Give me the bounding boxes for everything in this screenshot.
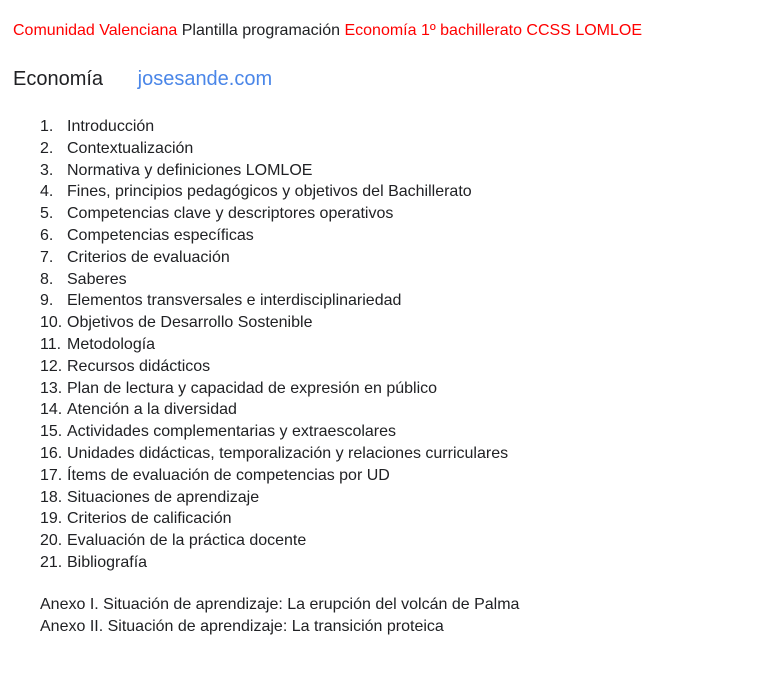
- toc-item: [40, 181, 508, 203]
- toc-item-number: 5.: [40, 205, 54, 223]
- toc-item-label: Criterios de evaluación: [67, 248, 230, 266]
- title-row: [13, 66, 272, 92]
- annex-list: [40, 594, 519, 638]
- toc-item: [40, 421, 508, 443]
- toc-item-label: Plan de lectura y capacidad de expresión en público: [67, 379, 438, 397]
- toc-item-number: 14.: [40, 401, 63, 419]
- toc-item-label: Recursos didácticos: [67, 357, 211, 375]
- toc-item-number: 10.: [40, 314, 63, 332]
- toc-item: [40, 443, 508, 465]
- toc-item-number: 15.: [40, 423, 63, 441]
- toc-item-label: Actividades complementarias y extraescolares: [67, 423, 397, 441]
- site-link[interactable]: josesande.com: [137, 68, 273, 90]
- toc-item-number: 2.: [40, 139, 54, 157]
- annex-item: Anexo I. Situación de aprendizaje: La erupción del volcán de Palma: [40, 596, 520, 613]
- toc-item-label: Contextualización: [67, 139, 194, 157]
- toc-item: [40, 530, 508, 552]
- toc-item-number: 17.: [40, 466, 63, 484]
- toc-item-label: Competencias clave y descriptores operativos: [67, 205, 394, 223]
- toc-item-number: 8.: [40, 270, 54, 288]
- header-region: Comunidad Valenciana: [13, 22, 178, 39]
- toc-item: [40, 378, 508, 400]
- toc-item-label: Elementos transversales e interdisciplinariedad: [67, 292, 402, 310]
- toc-item: [40, 487, 508, 509]
- toc-item: [40, 356, 508, 378]
- toc-item: [40, 290, 508, 312]
- toc-item-number: 1.: [40, 118, 54, 135]
- toc-item-label: Bibliografía: [67, 553, 148, 571]
- header-course: Economía 1º bachillerato CCSS LOMLOE: [344, 22, 643, 39]
- toc-item-number: 3.: [40, 161, 54, 179]
- table-of-contents: [40, 116, 508, 574]
- toc-item: [40, 269, 508, 291]
- document-header: [13, 21, 642, 41]
- toc-item-label: Situaciones de aprendizaje: [67, 488, 260, 506]
- header-template: Plantilla programación: [181, 22, 341, 39]
- toc-item-number: 12.: [40, 357, 63, 375]
- toc-item: [40, 203, 508, 225]
- toc-item-label: Metodología: [67, 335, 156, 353]
- toc-item-number: 4.: [40, 183, 54, 201]
- toc-item: [40, 552, 508, 574]
- toc-item-label: Saberes: [67, 270, 127, 288]
- toc-item: [40, 138, 508, 160]
- toc-item-number: 11.: [40, 335, 62, 353]
- toc-item: [40, 399, 508, 421]
- toc-item: [40, 334, 508, 356]
- toc-item: [40, 508, 508, 530]
- toc-item-label: Evaluación de la práctica docente: [67, 532, 307, 550]
- toc-item-number: 9.: [40, 292, 54, 310]
- subject-title: Economía: [13, 68, 104, 90]
- toc-item-number: 20.: [40, 532, 63, 550]
- toc-item: [40, 116, 508, 138]
- toc-item-label: Normativa y definiciones LOMLOE: [67, 161, 313, 179]
- toc-item-number: 16.: [40, 444, 63, 462]
- toc-item-label: Competencias específicas: [67, 226, 254, 244]
- toc-item-number: 13.: [40, 379, 63, 397]
- toc-item: [40, 312, 508, 334]
- toc-item: [40, 465, 508, 487]
- toc-item-number: 18.: [40, 488, 63, 506]
- toc-item: [40, 160, 508, 182]
- toc-item-number: 21.: [40, 553, 63, 571]
- toc-item-label: Objetivos de Desarrollo Sostenible: [67, 314, 313, 332]
- toc-item-label: Fines, principios pedagógicos y objetivos del Bachillerato: [67, 183, 472, 201]
- toc-item-number: 6.: [40, 226, 54, 244]
- toc-item-label: Ítems de evaluación de competencias por UD: [67, 466, 390, 484]
- toc-item-label: Unidades didácticas, temporalización y relaciones curriculares: [67, 444, 509, 462]
- toc-item: [40, 247, 508, 269]
- toc-item: [40, 225, 508, 247]
- toc-item-label: Criterios de calificación: [67, 510, 232, 528]
- annex-item: Anexo II. Situación de aprendizaje: La transición proteica: [40, 618, 444, 635]
- toc-item-number: 7.: [40, 248, 54, 266]
- toc-item-label: Introducción: [67, 118, 155, 135]
- toc-item-number: 19.: [40, 510, 63, 528]
- toc-item-label: Atención a la diversidad: [67, 401, 237, 419]
